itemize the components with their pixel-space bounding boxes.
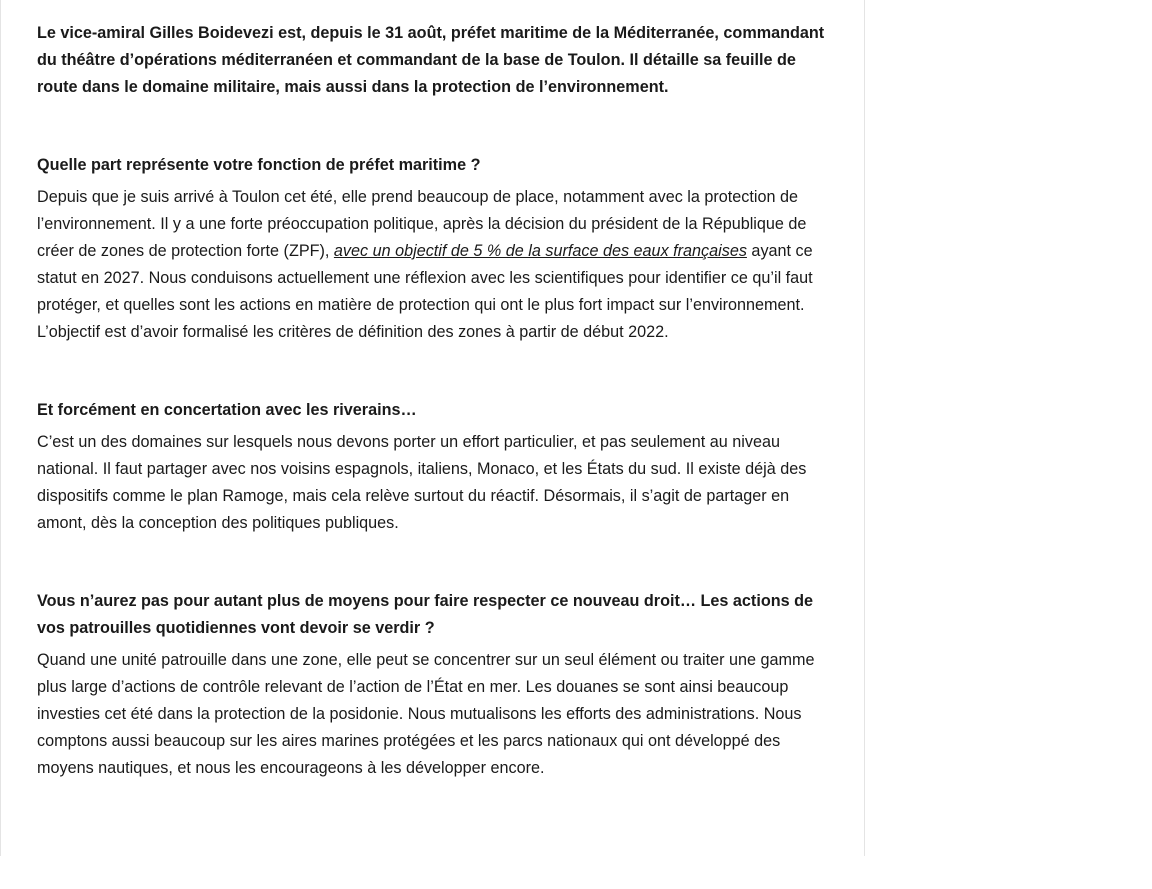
interview-answer-2: C’est un des domaines sur lesquels nous devons porter un effort particulier, et pas seulement au niveau national. Il faut partager avec nos voisins espagnols, italiens, Monaco, et les États du sud. Il existe déjà des dispositifs comme le plan Ramoge, mais cela relève surtout du réactif. Désormais, il s’agit de partager en amont, dès la conception des politiques publiques. [37,433,807,532]
interview-answer-3: Quand une unité patrouille dans une zone, elle peut se concentrer sur un seul élément ou traiter une gamme plus large d’actions de contrôle relevant de l’action de l’État en mer. Les douanes se sont ainsi beaucoup investies cet été dans la protection de la posidonie. Nous mutualisons les efforts des administrations. Nous comptons aussi beaucoup sur les aires marines protégées et les parcs nationaux qui ont développé des moyens nautiques, et nous les encourageons à les développer encore. [37,651,815,777]
interview-question-3: Vous n’aurez pas pour autant plus de moyens pour faire respecter ce nouveau droit… Les actions de vos patrouilles quotidiennes vont devoir se verdir ? [37,592,813,637]
interview-question-1: Quelle part représente votre fonction de préfet maritime ? [37,156,481,174]
zpf-objective-link[interactable]: avec un objectif de 5 % de la surface des eaux françaises [333,242,747,260]
interview-answer-1 [37,184,837,346]
answer-text-before-link: Depuis que je suis arrivé à Toulon cet été, elle prend beaucoup de place, notamment avec la protection de l’environnement. Il y a une forte préoccupation politique, après la décision du président de la République de créer de zones de protection forte (ZPF), [37,188,807,260]
article-body [37,20,837,782]
article-lead: Le vice-amiral Gilles Boidevezi est, depuis le 31 août, préfet maritime de la Méditerranée, commandant du théâtre d’opérations méditerranéen et commandant de la base de Toulon. Il détaille sa feuille de route dans le domaine militaire, mais aussi dans la protection de l’environnement. [37,24,825,96]
right-sidebar [865,0,1152,889]
interview-question-2: Et forcément en concertation avec les riverains… [37,401,417,419]
answer-text-after-link: ayant ce statut en 2027. Nous conduisons actuellement une réflexion avec les scientifiques pour identifier ce qu’il faut protéger, et quelles sont les actions en matière de protection qui ont le plus fort impact sur l’environnement. L’objectif est d’avoir formalisé les critères de définition des zones à partir de début 2022. [37,242,813,341]
